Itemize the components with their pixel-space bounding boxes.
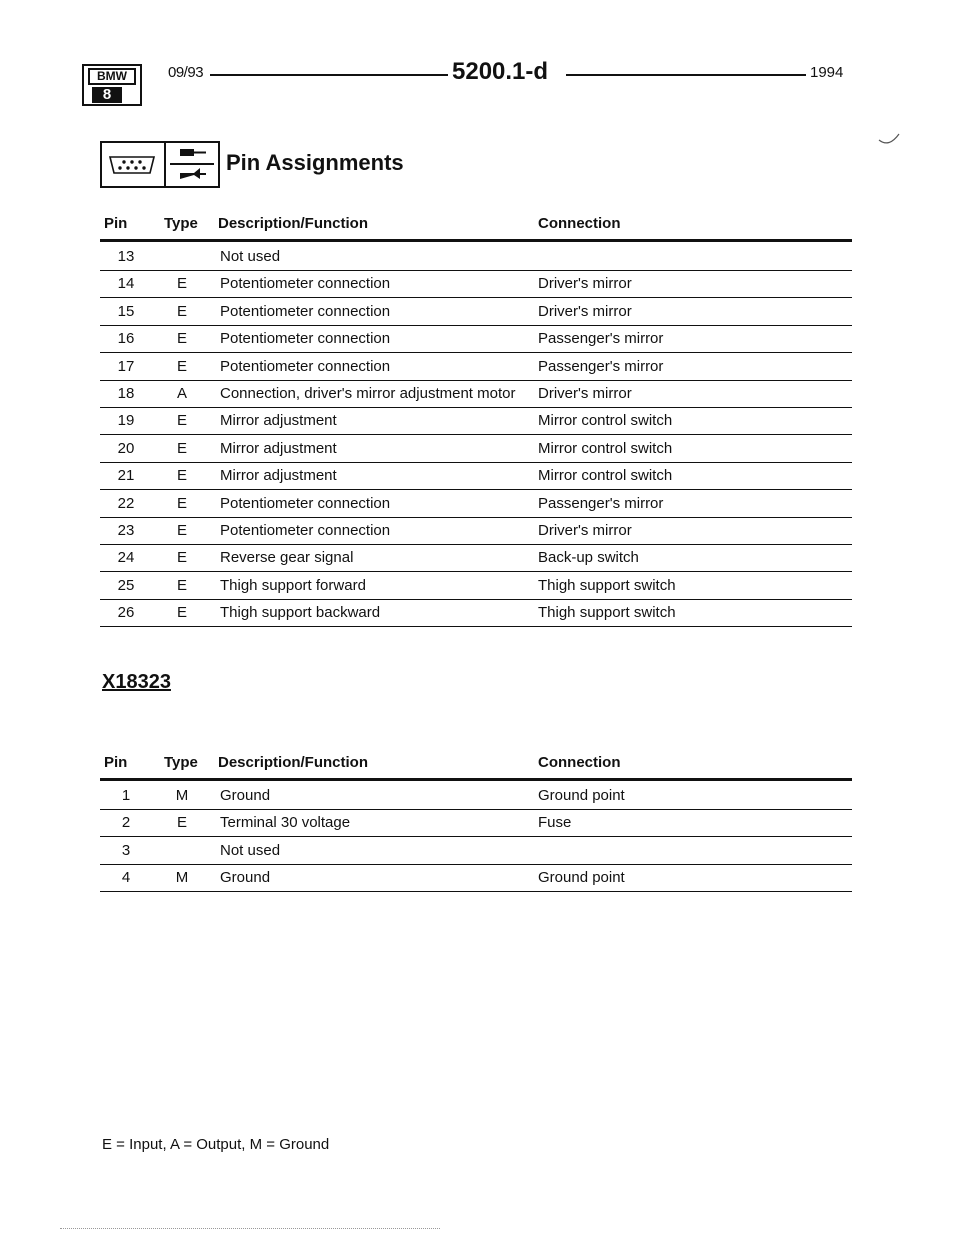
pin-cell: 13 — [117, 248, 135, 265]
type-cell: M — [175, 869, 189, 887]
connection-cell: Driver's mirror — [538, 385, 632, 402]
description-cell: Thigh support backward — [220, 604, 381, 622]
description-cell: Potentiometer connection — [220, 357, 391, 375]
type-cell: E — [176, 330, 187, 348]
pin-cell: 19 — [117, 412, 135, 430]
pin-cell: 1 — [121, 787, 131, 804]
col-type: Type — [164, 754, 198, 771]
connection-cell: Mirror control switch — [538, 412, 673, 430]
description-cell: Reverse gear signal — [220, 549, 354, 567]
connection-cell: Ground point — [538, 869, 625, 887]
pin-cell: 24 — [117, 549, 135, 567]
col-pin: Pin — [104, 754, 128, 771]
description-cell: Potentiometer connection — [220, 494, 391, 512]
type-cell: E — [176, 522, 187, 539]
connection-cell: Thigh support switch — [538, 604, 676, 622]
pin-cell: 15 — [117, 302, 135, 320]
footer-rule — [60, 1228, 440, 1229]
connection-cell: Passenger's mirror — [538, 494, 664, 512]
connection-cell: Mirror control switch — [538, 467, 673, 485]
table-row — [100, 407, 852, 435]
description-cell: Not used — [220, 248, 281, 265]
pin-cell: 21 — [117, 467, 135, 485]
col-connection: Connection — [538, 215, 621, 232]
type-cell: E — [176, 275, 187, 293]
connection-cell: Driver's mirror — [538, 522, 632, 539]
pin-cell: 14 — [117, 275, 135, 293]
table-row — [100, 270, 852, 298]
connector-id: X18323 — [102, 671, 171, 693]
col-pin: Pin — [104, 215, 128, 232]
table-row — [100, 490, 852, 518]
description-cell: Mirror adjustment — [220, 412, 337, 430]
col-type: Type — [164, 215, 198, 232]
description-cell: Potentiometer connection — [220, 275, 391, 293]
pin-cell: 20 — [117, 439, 135, 457]
connection-cell: Fuse — [538, 814, 572, 832]
description-cell: Potentiometer connection — [220, 522, 391, 539]
table-row — [100, 572, 852, 600]
col-description: Description/Function — [218, 754, 368, 771]
logo-brand: BMW — [88, 68, 136, 85]
table-row — [100, 462, 852, 490]
table-row — [100, 599, 852, 627]
type-cell: E — [176, 604, 187, 622]
description-cell: Potentiometer connection — [220, 302, 391, 320]
pin-cell: 23 — [117, 522, 135, 539]
type-legend: E = Input, A = Output, M = Ground — [102, 1136, 330, 1153]
connection-cell: Back-up switch — [538, 549, 639, 567]
connection-cell: Thigh support switch — [538, 576, 676, 594]
header-rule-right — [566, 74, 806, 76]
page-title: Pin Assignments — [226, 150, 404, 175]
type-cell: A — [176, 385, 187, 402]
table-header — [100, 215, 852, 237]
pin-cell: 17 — [117, 357, 135, 375]
connection-cell: Driver's mirror — [538, 275, 632, 293]
description-cell: Ground — [220, 787, 271, 804]
table-row — [100, 353, 852, 381]
col-description: Description/Function — [218, 215, 368, 232]
table-row — [100, 864, 852, 892]
description-cell: Not used — [220, 841, 281, 859]
bmw-8-logo — [82, 64, 142, 106]
connection-cell: Passenger's mirror — [538, 330, 664, 348]
pin-cell: 16 — [117, 330, 135, 348]
pin-cell: 3 — [121, 841, 131, 859]
page-header — [0, 0, 960, 110]
connection-cell: Ground point — [538, 787, 625, 804]
header-rule — [100, 239, 852, 242]
pin-cell: 25 — [117, 576, 135, 594]
plug-icon — [166, 143, 218, 186]
type-cell: E — [176, 494, 187, 512]
type-cell: E — [176, 357, 187, 375]
table-row — [100, 837, 852, 865]
description-cell: Mirror adjustment — [220, 467, 337, 485]
type-cell: E — [176, 302, 187, 320]
type-cell: E — [176, 439, 187, 457]
table-row — [100, 435, 852, 463]
type-cell: E — [176, 814, 187, 832]
table-row — [100, 544, 852, 572]
type-cell: E — [176, 467, 187, 485]
table-row — [100, 809, 852, 837]
pin-cell: 18 — [117, 385, 135, 402]
header-rule — [100, 778, 852, 781]
type-cell: E — [176, 576, 187, 594]
table-row — [100, 325, 852, 353]
type-cell: M — [175, 787, 189, 804]
connection-cell: Driver's mirror — [538, 302, 632, 320]
col-connection: Connection — [538, 754, 621, 771]
description-cell: Thigh support forward — [220, 576, 366, 594]
table-row — [100, 298, 852, 326]
description-cell: Potentiometer connection — [220, 330, 391, 348]
table-row — [100, 380, 852, 408]
pin-cell: 4 — [121, 869, 131, 887]
table-header — [100, 754, 852, 776]
logo-series: 8 — [92, 87, 122, 103]
title-icon-box — [100, 141, 220, 188]
pin-cell: 26 — [117, 604, 135, 622]
table-row — [100, 517, 852, 545]
pin-cell: 22 — [117, 494, 135, 512]
table-row — [100, 243, 852, 271]
pin-cell: 2 — [121, 814, 131, 832]
document-code: 5200.1-d — [452, 58, 549, 85]
table-row — [100, 782, 852, 810]
description-cell: Mirror adjustment — [220, 439, 337, 457]
connection-cell: Passenger's mirror — [538, 357, 664, 375]
description-cell: Terminal 30 voltage — [220, 814, 351, 832]
header-date: 09/93 — [168, 64, 204, 81]
connector-icon — [102, 143, 166, 186]
type-cell: E — [176, 549, 187, 567]
description-cell: Connection, driver's mirror adjustment motor — [220, 385, 516, 402]
header-year: 1994 — [810, 64, 844, 81]
connection-cell: Mirror control switch — [538, 439, 673, 457]
description-cell: Ground — [220, 869, 271, 887]
corner-mark-icon — [878, 128, 900, 150]
header-rule-left — [210, 74, 448, 76]
type-cell: E — [176, 412, 187, 430]
